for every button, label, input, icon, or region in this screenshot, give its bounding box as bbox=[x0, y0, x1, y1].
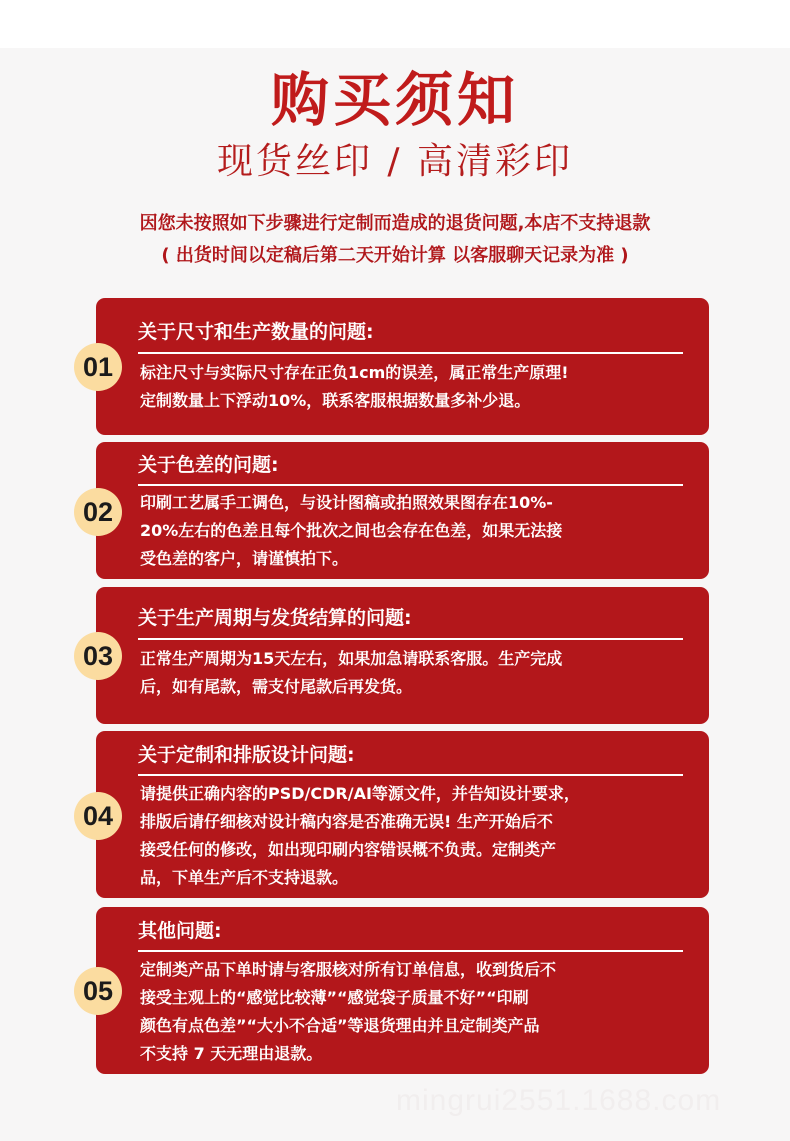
notice-refund: 因您未按照如下步骤进行定制而造成的退货问题,本店不支持退款 bbox=[139, 213, 651, 234]
number-badge: 02 bbox=[74, 488, 122, 536]
card-text-line: 定制类产品下单时请与客服核对所有订单信息，收到货后不 bbox=[140, 960, 557, 979]
card-divider bbox=[138, 352, 683, 354]
page-title: 购买须知 bbox=[270, 66, 519, 134]
number-badge: 05 bbox=[74, 967, 122, 1015]
card-color-difference bbox=[96, 442, 709, 579]
card-divider bbox=[138, 484, 683, 486]
page-subtitle: 现货丝印 / 高清彩印 bbox=[216, 141, 574, 182]
card-text-line: 接受任何的修改，如出现印刷内容错误概不负责。定制类产 bbox=[140, 840, 557, 859]
card-title: 关于定制和排版设计问题: bbox=[138, 744, 355, 766]
card-text-line: 排版后请仔细核对设计稿内容是否准确无误! 生产开始后不 bbox=[140, 812, 553, 831]
notice-shipping: ( 出货时间以定稿后第二天开始计算 以客服聊天记录为准 ) bbox=[161, 245, 629, 266]
card-text-line: 标注尺寸与实际尺寸存在正负1cm的误差，属正常生产原理! bbox=[140, 363, 569, 382]
number-badge: 04 bbox=[74, 792, 122, 840]
card-body bbox=[140, 780, 689, 892]
number-badge: 01 bbox=[74, 343, 122, 391]
card-divider bbox=[138, 950, 683, 952]
card-body bbox=[140, 489, 689, 573]
card-title: 关于色差的问题: bbox=[138, 454, 279, 476]
card-text-line: 受色差的客户，请谨慎拍下。 bbox=[140, 549, 349, 568]
card-text-line: 接受主观上的“感觉比较薄”“感觉袋子质量不好”“印刷 bbox=[140, 988, 529, 1007]
card-text-line: 定制数量上下浮动10%，联系客服根据数量多补少退。 bbox=[140, 391, 531, 410]
card-text-line: 颜色有点色差”“大小不合适”等退货理由并且定制类产品 bbox=[140, 1016, 540, 1035]
card-size-quantity bbox=[96, 298, 709, 435]
card-text-line: 正常生产周期为15天左右，如果加急请联系客服。生产完成 bbox=[140, 649, 563, 668]
card-text-line: 20%左右的色差且每个批次之间也会存在色差，如果无法接 bbox=[140, 521, 563, 540]
card-divider bbox=[138, 638, 683, 640]
card-body bbox=[140, 956, 689, 1068]
card-title: 关于尺寸和生产数量的问题: bbox=[138, 321, 374, 343]
card-title: 关于生产周期与发货结算的问题: bbox=[138, 607, 412, 629]
card-text-line: 后，如有尾款，需支付尾款后再发货。 bbox=[140, 677, 413, 696]
number-badge: 03 bbox=[74, 632, 122, 680]
card-text-line: 品，下单生产后不支持退款。 bbox=[140, 868, 349, 887]
card-production-shipping bbox=[96, 587, 709, 724]
card-custom-design bbox=[96, 731, 709, 898]
card-text-line: 印刷工艺属手工调色，与设计图稿或拍照效果图存在10%- bbox=[140, 493, 553, 512]
card-text-line: 不支持 7 天无理由退款。 bbox=[140, 1044, 323, 1063]
card-other-issues bbox=[96, 907, 709, 1074]
card-text-line: 请提供正确内容的PSD/CDR/AI等源文件，并告知设计要求， bbox=[140, 784, 580, 803]
card-title: 其他问题: bbox=[138, 920, 222, 942]
card-body bbox=[140, 645, 689, 701]
top-band bbox=[0, 0, 790, 48]
card-divider bbox=[138, 774, 683, 776]
watermark: mingrui2551.1688.com bbox=[396, 1084, 722, 1117]
card-body bbox=[140, 359, 689, 415]
